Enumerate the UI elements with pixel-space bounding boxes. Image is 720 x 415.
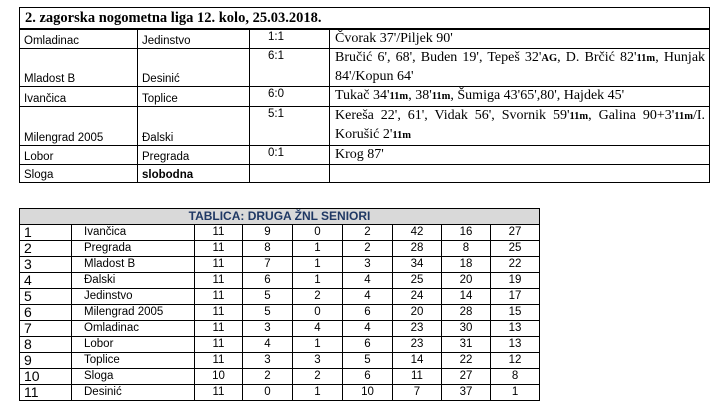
drawn-cell: 0 <box>293 305 343 321</box>
home-team: Mladost B <box>20 49 138 87</box>
played-cell: 11 <box>195 225 243 241</box>
away-team: Toplice <box>138 87 250 107</box>
goals-for-cell: 24 <box>393 289 442 305</box>
points-cell: 13 <box>491 321 540 337</box>
goal-type-marker: 11m <box>389 91 409 102</box>
lost-cell: 4 <box>343 289 393 305</box>
team-cell: Đalski <box>72 273 195 289</box>
goal-scorers: Čvorak 37'/Piljek 90' <box>330 29 710 49</box>
drawn-cell: 4 <box>293 321 343 337</box>
team-cell: Pregrada <box>72 241 195 257</box>
played-cell: 11 <box>195 385 243 401</box>
match-row <box>20 49 710 87</box>
won-cell: 3 <box>243 321 293 337</box>
goals-for-cell: 42 <box>393 225 442 241</box>
position-cell: 7 <box>20 321 72 337</box>
lost-cell: 6 <box>343 337 393 353</box>
match-row <box>20 165 710 183</box>
position-cell: 11 <box>20 385 72 401</box>
goals-against-cell: 8 <box>442 241 491 257</box>
points-cell: 19 <box>491 273 540 289</box>
bye-note: slobodna <box>138 165 250 183</box>
played-cell: 11 <box>195 321 243 337</box>
goals-against-cell: 31 <box>442 337 491 353</box>
standings-body <box>20 225 540 401</box>
won-cell: 4 <box>243 337 293 353</box>
home-team: Sloga <box>20 165 138 183</box>
drawn-cell: 1 <box>293 241 343 257</box>
points-cell: 13 <box>491 337 540 353</box>
standings-row <box>20 289 540 305</box>
team-cell: Toplice <box>72 353 195 369</box>
drawn-cell: 3 <box>293 353 343 369</box>
points-cell: 8 <box>491 369 540 385</box>
position-cell: 5 <box>20 289 72 305</box>
won-cell: 2 <box>243 369 293 385</box>
away-team: Desinić <box>138 49 250 87</box>
standings-row <box>20 273 540 289</box>
home-team: Milengrad 2005 <box>20 107 138 146</box>
drawn-cell: 1 <box>293 337 343 353</box>
position-cell: 8 <box>20 337 72 353</box>
goal-scorers: Tukač 34'11m, 38'11m, Šumiga 43'65',80', Hajdek 45' <box>330 87 710 107</box>
played-cell: 11 <box>195 273 243 289</box>
goals-for-cell: 7 <box>393 385 442 401</box>
position-cell: 3 <box>20 257 72 273</box>
results-title: 2. zagorska nogometna liga 12. kolo, 25.03.2018. <box>20 8 710 30</box>
match-score: 0:1 <box>250 146 330 165</box>
goals-against-cell: 30 <box>442 321 491 337</box>
lost-cell: 2 <box>343 241 393 257</box>
lost-cell: 6 <box>343 305 393 321</box>
match-score: 6:1 <box>250 49 330 87</box>
team-cell: Milengrad 2005 <box>72 305 195 321</box>
match-row <box>20 107 710 146</box>
goals-for-cell: 14 <box>393 353 442 369</box>
lost-cell: 3 <box>343 257 393 273</box>
points-cell: 1 <box>491 385 540 401</box>
goals-against-cell: 14 <box>442 289 491 305</box>
match-score: 6:0 <box>250 87 330 107</box>
standings-title: TABLICA: DRUGA ŽNL SENIORI <box>20 209 540 225</box>
position-cell: 4 <box>20 273 72 289</box>
played-cell: 10 <box>195 369 243 385</box>
standings-row <box>20 385 540 401</box>
standings-row <box>20 257 540 273</box>
lost-cell: 4 <box>343 321 393 337</box>
standings-row <box>20 225 540 241</box>
lost-cell: 10 <box>343 385 393 401</box>
points-cell: 25 <box>491 241 540 257</box>
goals-against-cell: 22 <box>442 353 491 369</box>
won-cell: 5 <box>243 305 293 321</box>
goal-type-marker: 11m <box>674 111 693 122</box>
goal-scorers: Kereša 22', 61', Vidak 56', Svornik 59'11m, Galina 90+3'11m/I. Korušić 2'11m <box>330 107 710 146</box>
standings-row <box>20 337 540 353</box>
goals-for-cell: 25 <box>393 273 442 289</box>
played-cell: 11 <box>195 337 243 353</box>
home-team: Ivančica <box>20 87 138 107</box>
goal-scorers <box>330 165 710 183</box>
standings-row <box>20 369 540 385</box>
away-team: Jedinstvo <box>138 29 250 49</box>
position-cell: 6 <box>20 305 72 321</box>
match-score <box>250 165 330 183</box>
goal-scorers: Bručić 6', 68', Buden 19', Tepeš 32'AG, D. Brčić 82'11m, Hunjak 84'/Kopun 64' <box>330 49 710 87</box>
match-score: 1:1 <box>250 29 330 49</box>
played-cell: 11 <box>195 289 243 305</box>
position-cell: 2 <box>20 241 72 257</box>
match-row <box>20 29 710 49</box>
goals-against-cell: 20 <box>442 273 491 289</box>
match-score: 5:1 <box>250 107 330 146</box>
goals-against-cell: 16 <box>442 225 491 241</box>
goals-for-cell: 28 <box>393 241 442 257</box>
drawn-cell: 1 <box>293 273 343 289</box>
played-cell: 11 <box>195 257 243 273</box>
goals-for-cell: 23 <box>393 321 442 337</box>
position-cell: 1 <box>20 225 72 241</box>
drawn-cell: 2 <box>293 289 343 305</box>
won-cell: 0 <box>243 385 293 401</box>
goals-against-cell: 37 <box>442 385 491 401</box>
points-cell: 12 <box>491 353 540 369</box>
drawn-cell: 1 <box>293 385 343 401</box>
team-cell: Lobor <box>72 337 195 353</box>
standings-caption-row <box>20 209 540 225</box>
standings-table <box>19 208 540 401</box>
played-cell: 11 <box>195 305 243 321</box>
goal-scorers: Krog 87' <box>330 146 710 165</box>
points-cell: 15 <box>491 305 540 321</box>
standings-row <box>20 353 540 369</box>
home-team: Lobor <box>20 146 138 165</box>
team-cell: Jedinstvo <box>72 289 195 305</box>
team-cell: Ivančica <box>72 225 195 241</box>
position-cell: 10 <box>20 369 72 385</box>
lost-cell: 4 <box>343 273 393 289</box>
lost-cell: 2 <box>343 225 393 241</box>
points-cell: 22 <box>491 257 540 273</box>
position-cell: 9 <box>20 353 72 369</box>
away-team: Đalski <box>138 107 250 146</box>
won-cell: 8 <box>243 241 293 257</box>
team-cell: Desinić <box>72 385 195 401</box>
standings-row <box>20 305 540 321</box>
goals-against-cell: 27 <box>442 369 491 385</box>
lost-cell: 6 <box>343 369 393 385</box>
won-cell: 3 <box>243 353 293 369</box>
results-title-row <box>20 8 710 30</box>
home-team: Omladinac <box>20 29 138 49</box>
drawn-cell: 2 <box>293 369 343 385</box>
goal-type-marker: AG <box>541 53 558 64</box>
won-cell: 7 <box>243 257 293 273</box>
won-cell: 9 <box>243 225 293 241</box>
team-cell: Mladost B <box>72 257 195 273</box>
goals-for-cell: 34 <box>393 257 442 273</box>
played-cell: 11 <box>195 353 243 369</box>
won-cell: 6 <box>243 273 293 289</box>
won-cell: 5 <box>243 289 293 305</box>
points-cell: 27 <box>491 225 540 241</box>
drawn-cell: 1 <box>293 257 343 273</box>
team-cell: Omladinac <box>72 321 195 337</box>
goals-for-cell: 20 <box>393 305 442 321</box>
match-results-table <box>19 7 710 183</box>
played-cell: 11 <box>195 241 243 257</box>
match-row <box>20 146 710 165</box>
goals-for-cell: 23 <box>393 337 442 353</box>
points-cell: 17 <box>491 289 540 305</box>
team-cell: Sloga <box>72 369 195 385</box>
goal-type-marker: 11m <box>636 53 656 64</box>
goals-against-cell: 28 <box>442 305 491 321</box>
drawn-cell: 0 <box>293 225 343 241</box>
away-team: Pregrada <box>138 146 250 165</box>
goals-for-cell: 11 <box>393 369 442 385</box>
goal-type-marker: 11m <box>392 130 412 141</box>
goal-type-marker: 11m <box>569 111 589 122</box>
goal-type-marker: 11m <box>431 91 451 102</box>
match-row <box>20 87 710 107</box>
standings-row <box>20 321 540 337</box>
goals-against-cell: 18 <box>442 257 491 273</box>
standings-row <box>20 241 540 257</box>
lost-cell: 5 <box>343 353 393 369</box>
